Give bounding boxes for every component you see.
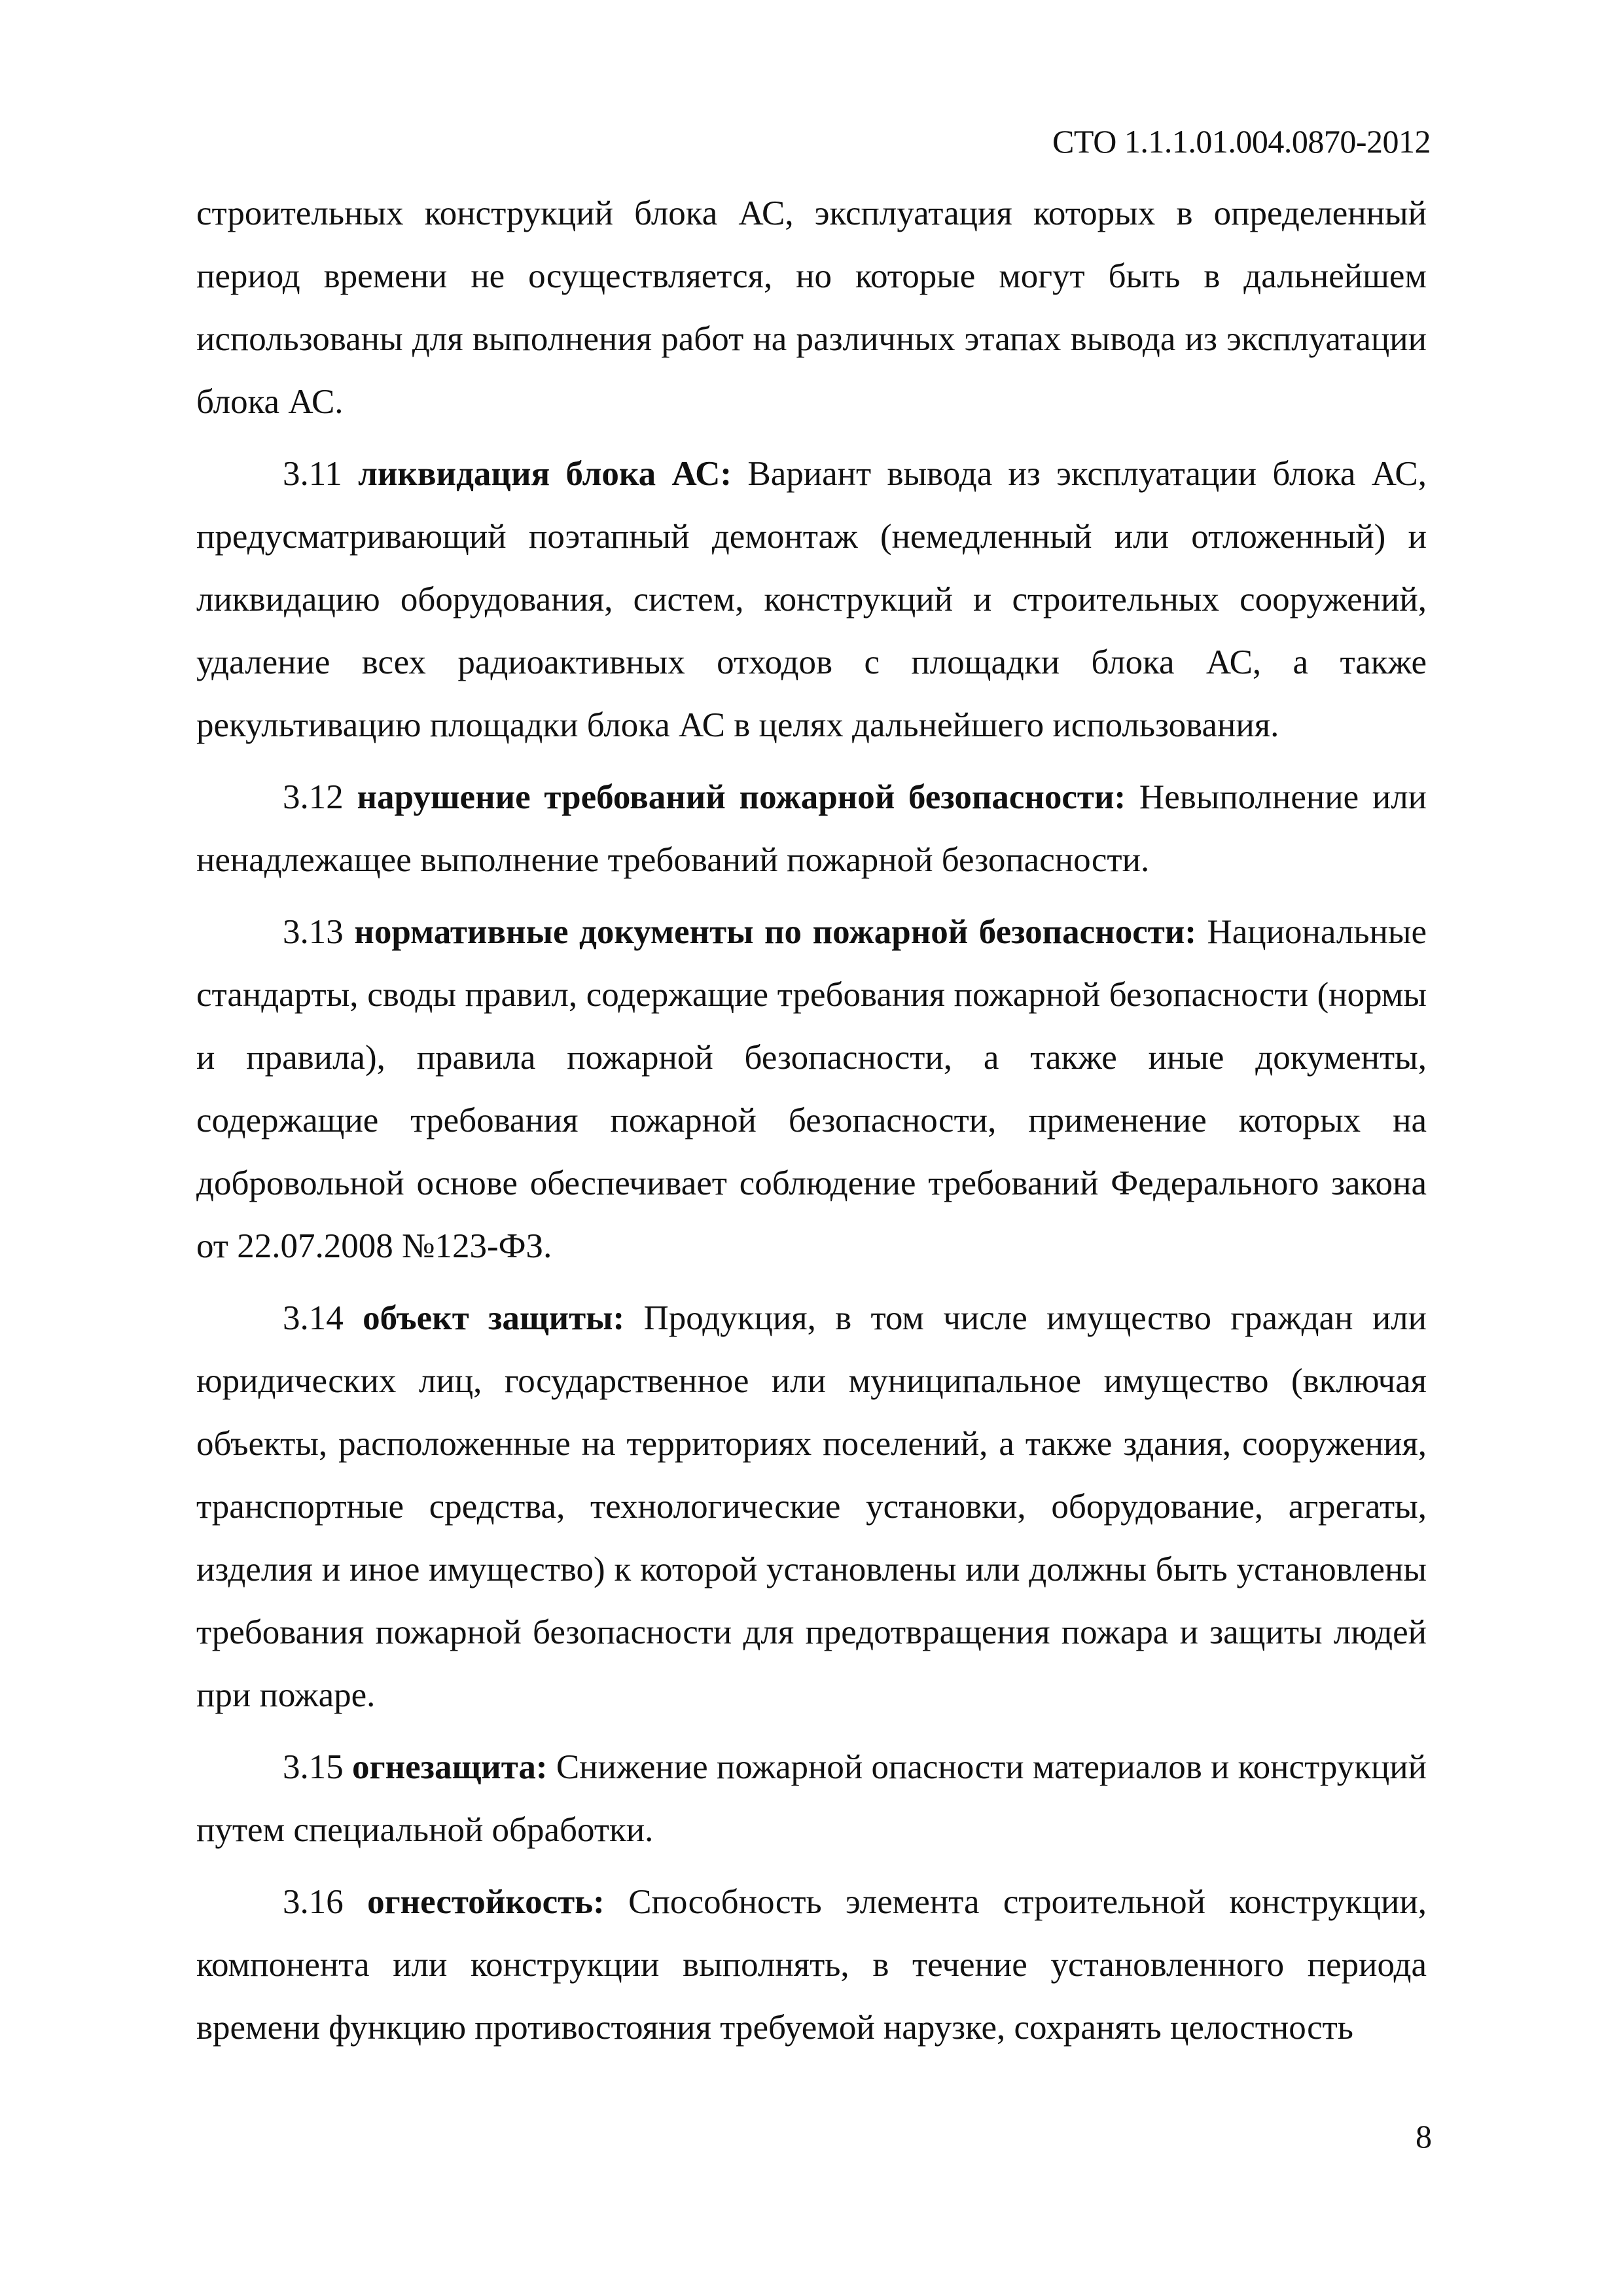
clause-number: 3.11 (283, 455, 342, 493)
definition-3-11 (196, 442, 1427, 757)
clause-number: 3.13 (283, 913, 344, 951)
definition-text: Снижение пожарной опасности материалов и конструкций путем специальной обработки. (196, 1748, 1427, 1849)
definition-3-12 (196, 766, 1427, 891)
clause-number: 3.16 (283, 1883, 344, 1921)
document-body (196, 182, 1427, 2068)
definition-3-13 (196, 901, 1427, 1278)
defined-term: ликвидация блока АС: (358, 455, 732, 493)
definition-text: Национальные стандарты, своды правил, содержащие требования пожарной безопасности (нормы и правила), правила пожарной безопасности, а также иные документы, содержащие требования пожарной безопасности, применение которых на добровольной основе обеспечивает соблюдение требований Федерального закона от 22.07.2008 №123-ФЗ. (196, 913, 1427, 1265)
defined-term: нормативные документы по пожарной безопасности: (354, 913, 1196, 951)
clause-number: 3.15 (283, 1748, 344, 1786)
defined-term: огнезащита: (352, 1748, 548, 1786)
defined-term: нарушение требований пожарной безопасности: (357, 778, 1126, 816)
definition-text: Способность элемента строительной конструкции, компонента или конструкции выполнять, в течение установленного периода времени функцию противостояния требуемой нарузке, сохранять целостность (196, 1883, 1427, 2047)
definition-3-14 (196, 1287, 1427, 1727)
definition-text: Вариант вывода из эксплуатации блока АС, предусматривающий поэтапный демонтаж (немедленный или отложенный) и ликвидацию оборудования, систем, конструкций и строительных сооружений, удаление всех радиоактивных отходов с площадки блока АС, а также рекультивацию площадки блока АС в целях дальнейшего использования. (196, 455, 1427, 744)
paragraph-continuation (196, 182, 1427, 433)
definition-text: Продукция, в том числе имущество граждан или юридических лиц, государственное или муниципальное имущество (включая объекты, расположенные на территориях поселений, а также здания, сооружения, транспортные средства, технологические установки, оборудование, агрегаты, изделия и иное имущество) к которой установлены или должны быть установлены требования пожарной безопасности для предотвращения пожара и защиты людей при пожаре. (196, 1299, 1427, 1714)
definition-3-16 (196, 1871, 1427, 2059)
paragraph-text: строительных конструкций блока АС, эксплуатация которых в определенный период времени не осуществляется, но которые могут быть в дальнейшем использованы для выполнения работ на различных этапах вывода из эксплуатации блока АС. (196, 194, 1427, 421)
page-number: 8 (1416, 2118, 1432, 2155)
clause-number: 3.14 (283, 1299, 344, 1337)
clause-number: 3.12 (283, 778, 344, 816)
defined-term: огнестойкость: (367, 1883, 605, 1921)
document-code-header: СТО 1.1.1.01.004.0870-2012 (1052, 123, 1431, 160)
defined-term: объект защиты: (363, 1299, 625, 1337)
definition-text: Невыполнение или ненадлежащее выполнение требований пожарной безопасности. (196, 778, 1427, 879)
definition-3-15 (196, 1736, 1427, 1861)
